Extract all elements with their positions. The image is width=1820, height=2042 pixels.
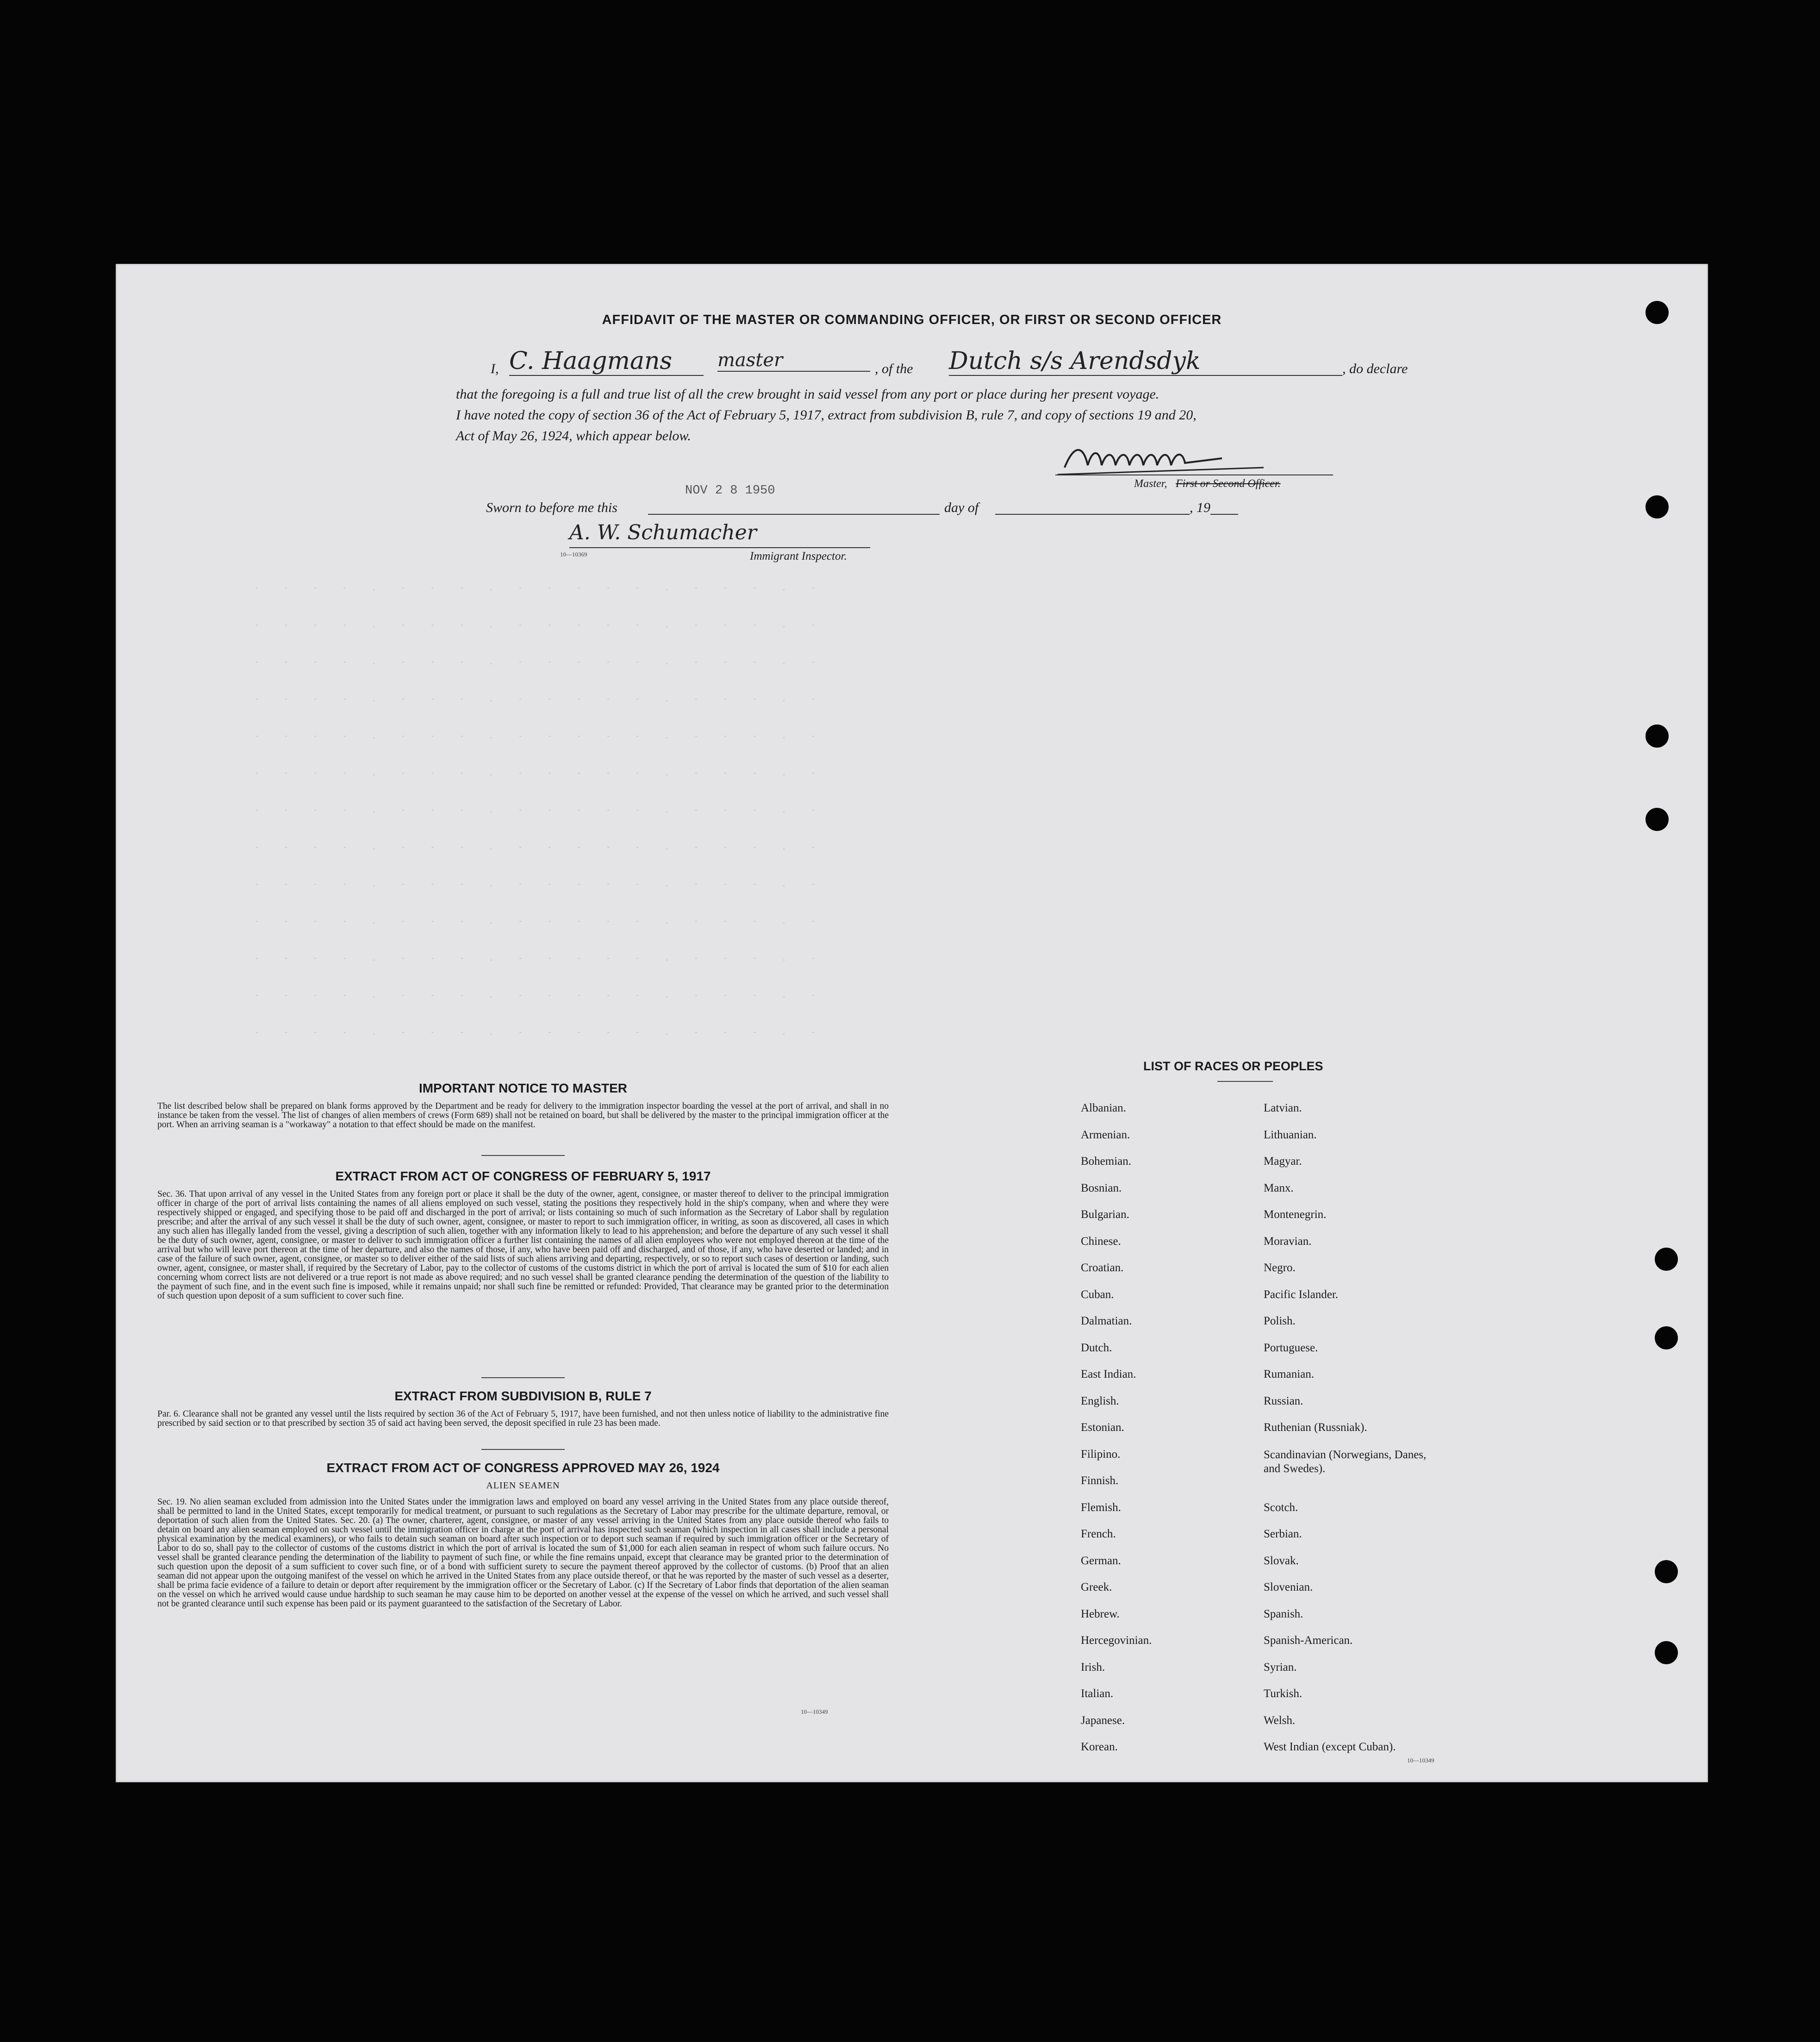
- race-item: East Indian.: [1081, 1368, 1136, 1380]
- extract-1917-text: Sec. 36. That upon arrival of any vessel in the United States from any foreign port or place it shall be the duty of the owner, agent, consignee, or master thereof to deliver to the principal immigration officer in charge of the port of arrival lists containing the names of all aliens employed on such vessel, stating the positions they respectively hold in the ship's company, when and where they were respectively shipped or engaged, and specifying those to be paid off and discharged in the port of arrival; or lists containing so much of such information as the Secretary of Labor shall by regulation prescribe; and after the arrival of any such vessel it shall be the duty of such owner, agent, consignee, or master to report to such immigration officer, in writing, as soon as discovered, all cases in which any such alien has illegally landed from the vessel, giving a description of such alien, together with any information likely to lead to his apprehension; and before the departure of any such vessel it shall be the duty of such owner, agent, consignee, or master to deliver to such immigration officer a further list containing the names of all alien employees who were not employed thereon at the time of the arrival but who will leave port thereon at the time of her departure, and also the names of those, if any, who have been paid off and discharged, and of those, if any, who have deserted or landed; and in case of the failure of such owner, agent, consignee, or master so to deliver either of the said lists of such aliens arriving and departing, respectively, or so to report such cases of desertion or landing, such owner, agent, consignee, or master shall, if required by the Secretary of Labor, pay to the collector of customs of the customs district in which the port of arrival is located the sum of $10 for each alien concerning whom correct lists are not delivered or a true report is not made as above required; and no such vessel shall be granted clearance pending the determination of the question of the liability to the payment of such fine, and in the event such fine is imposed, while it remains unpaid; nor shall such fine be remitted or refunded: Provided, That clearance may be granted prior to the determination of such question upon deposit of a sum sufficient to cover such fine.: [157, 1189, 889, 1301]
- race-item: Finnish.: [1081, 1474, 1119, 1487]
- race-item: Dutch.: [1081, 1341, 1112, 1354]
- race-item: Hercegovinian.: [1081, 1634, 1152, 1647]
- race-item: Irish.: [1081, 1661, 1105, 1674]
- punch-hole: [1655, 1641, 1678, 1664]
- declaration-prefix: I,: [491, 361, 499, 376]
- race-item: Chinese.: [1081, 1235, 1121, 1248]
- race-item: Spanish.: [1264, 1607, 1303, 1620]
- divider: [481, 1377, 565, 1378]
- race-item: Italian.: [1081, 1687, 1114, 1700]
- extract-1924-subtitle: ALIEN SEAMEN: [486, 1480, 560, 1491]
- race-item: Moravian.: [1264, 1235, 1312, 1248]
- race-item: Croatian.: [1081, 1261, 1124, 1274]
- race-item: Bosnian.: [1081, 1181, 1122, 1194]
- race-item: Bohemian.: [1081, 1155, 1132, 1168]
- race-item: Scandinavian (Norwegians, Danes, and Swedes).: [1264, 1448, 1427, 1475]
- inspector-signature: A. W. Schumacher: [569, 521, 757, 544]
- document-page: AFFIDAVIT OF THE MASTER OR COMMANDING OFFICER, OR FIRST OR SECOND OFFICER I, C. Haagmans master , of the Dutch s/s Arendsdyk , do declare that the foregoing is a full and true list of all the crew brought in said vessel from any port or place during her present voyage. I have noted the copy of section 36 of the Act of February 5, 1917, extract from subdivision B, rule 7, and copy of sections 19 and 20, Act of May 26, 1924, which appear below. Master, First or Second Officer. Sworn to before me this NOV 2 8 1950 day of , 19 A. W. Schumacher 10—10369 Immigrant Inspector. - - - - . - - - . - - - - - . - - - . - - - - - . - - - . - - - - - . - - - . - - - - - . - - - . - - - - - . - - - . - - - - - . - - - . - - - - - . - - - . - - - - - . - - - . - - - - - . - - - . - - - - - . - - - . - - - - - . - - - . - - - - - . - - - . - - - - - . - - - . - - - - - . - - - . - - - - - . - - - . - - - - - . - - - . - - - - - . - - - . - - - - - . - - - . - - - - - . - - - . - - - - - . - - - . - - - - - . - - - . - - - - - . - - - . - - - - - . - - - . - - - - - . - - - . - - - - - . - - - . - IMPORTANT NOTICE TO MASTER The list described below shall be prepared on blank forms approved by the Department and be ready for delivery to the immigration inspector boarding the vessel at the port of arrival, and shall in no instance be taken from the vessel. The list of changes of alien members of crews (Form 689) shall not be retained on board, but shall be delivered by the master to the principal immigration officer at the port. When an arriving seaman is a "workaway" a notation to that effect should be made on the manifest. EXTRACT FROM ACT OF CONGRESS OF FEBRUARY 5, 1917 Sec. 36. That upon arrival of any vessel in the United States from any foreign port or place it shall be the duty of the owner, agent, consignee, or master thereof to deliver to the principal immigration officer in charge of the port of arrival lists containing the names of all aliens employed on such vessel, stating the positions they respectively hold in the ship's company, when and where they were respectively shipped or engaged, and specifying those to be paid off and discharged in the port of arrival; or lists containing so much of such information as the Secretary of Labor shall by regulation prescribe; and after the arrival of any such vessel it shall be the duty of such owner, agent, consignee, or master to report to such immigration officer, in writing, as soon as discovered, all cases in which any such alien has illegally landed from the vessel, giving a description of such alien, together with any information likely to lead to his apprehension; and before the departure of any such vessel it shall be the duty of such owner, agent, consignee, or master to deliver to such immigration officer a further list containing the names of all alien employees who were not employed thereon at the time of the arrival but who will leave port thereon at the time of her departure, and also the names of those, if any, who have been paid off and discharged, and of those, if any, who have deserted or landed; and in case of the failure of such owner, agent, consignee, or master so to deliver either of the said lists of such aliens arriving and departing, respectively, or so to report such cases of desertion or landing, such owner, agent, consignee, or master shall, if required by the Secretary of Labor, pay to the collector of customs of the customs district in which the port of arrival is located the sum of $10 for each alien concerning whom correct lists are not delivered or a true report is not made as above required; and no such vessel shall be granted clearance pending the determination of the question of the liability to the payment of such fine, and in the event such fine is imposed, while it remains unpaid; nor shall such fine be remitted or refunded: Provided, That clearance may be granted prior to the determination of such question upon deposit of a sum sufficient to cover such fine. EXTRACT FROM SUBDIVISION B, RULE 7 Par. 6. Clearance shall not be granted any vessel until the lists required by section 36 of the Act of February 5, 1917, have been furnished, and not then unless notice of liability to the administrative fine prescribed by said section or to that prescribed by section 35 of said act having been served, the deposit specified in rule 23 has been made. EXTRACT FROM ACT OF CONGRESS APPROVED MAY 26, 1924 ALIEN SEAMEN Sec. 19. No alien seaman excluded from admission into the United States under the immigration laws and employed on board any vessel arriving in the United States from any place outside thereof, shall be permitted to land in the United States, except temporarily for medical treatment, or pursuant to such regulations as the Secretary of Labor may prescribe for the ultimate departure, removal, or deportation of such alien from the United States. Sec. 20. (a) The owner, charterer, agent, consignee, or master of any vessel arriving in the United States from any place outside thereof who fails to detain on board any alien seaman employed on such vessel until the immigration officer in charge at the port of arrival has inspected such seaman (which inspection in all cases shall include a personal physical examination by the medical examiners), or who fails to detain such seaman on board after such inspection or to deport such seaman if required by such immigration officer or the Secretary of Labor to do so, shall pay to the collector of customs of the customs district in which the port of arrival is located the sum of $1,000 for each alien seaman in respect of whom such failure occurs. No vessel shall be granted clearance pending the determination of the liability to payment of such fine, or while the fine remains unpaid, except that clearance may be granted prior to the determination of such question upon the deposit of a sum sufficient to cover such fine, or of a bond with sufficient surety to secure the payment thereof approved by the collector of customs. (b) Proof that an alien seaman did not appear upon the outgoing manifest of the vessel on which he arrived in the United States from any place outside thereof, or that he was reported by the master of such vessel as a deserter, shall be prima facie evidence of a failure to detain or deport after requirement by the immigration officer or the Secretary of Labor. (c) If the Secretary of Labor finds that deportation of the alien seaman on the vessel on which he arrived would cause undue hardship to such seaman he may cause him to be deported on another vessel at the expense of the vessel on which he arrived, and such vessel shall not be granted clearance until such expense has been paid or its payment guaranteed to the satisfaction of the Secretary of Labor. 10—10349 LIST OF RACES OR PEOPLES 10—10349 Albanian. Armenian. Bohemian. Bosnian. Bulgarian. Chinese. Croatian. Cuban. Dalmatian. Dutch. East Indian. English. Estonian. Filipino. Finnish. Flemish. French. German. Greek. Hebrew. Hercegovinian. Irish. Italian. Japanese. Korean. Latvian. Lithuanian. Magyar. Manx. Montenegrin. Moravian. Negro. Pacific Islander. Polish. Portuguese. Rumanian. Russian. Ruthenian (Russniak). Scandinavian (Norwegians, Danes, and Swedes). Scotch. Serbian. Slovak. Slovenian. Spanish. Spanish-American. Syrian. Turkish. Welsh. West Indian (except Cuban).: [116, 264, 1708, 1782]
- races-title: LIST OF RACES OR PEOPLES: [1143, 1059, 1323, 1073]
- race-item: Lithuanian.: [1264, 1128, 1317, 1141]
- race-item: Turkish.: [1264, 1687, 1303, 1700]
- punch-hole: [1655, 1560, 1678, 1583]
- punch-hole: [1645, 808, 1669, 831]
- race-item: Portuguese.: [1264, 1341, 1318, 1354]
- date-stamp: NOV 2 8 1950: [685, 484, 775, 498]
- master-rank: master: [717, 350, 870, 372]
- race-item: Scotch.: [1264, 1501, 1298, 1514]
- subdivision-b-title: EXTRACT FROM SUBDIVISION B, RULE 7: [394, 1389, 652, 1403]
- divider: [481, 1449, 565, 1450]
- race-item: Slovak.: [1264, 1554, 1299, 1567]
- race-item: Albanian.: [1081, 1102, 1126, 1114]
- race-item: Magyar.: [1264, 1155, 1302, 1168]
- race-item: Korean.: [1081, 1741, 1118, 1753]
- of-the-label: , of the: [875, 361, 913, 376]
- race-item: Dalmatian.: [1081, 1315, 1132, 1327]
- notice-title: IMPORTANT NOTICE TO MASTER: [418, 1081, 628, 1095]
- divider: [1217, 1081, 1273, 1082]
- day-of-label: day of: [944, 500, 979, 515]
- declaration-line-2: that the foregoing is a full and true list of all the crew brought in said vessel from any port or place during her present voyage.: [456, 387, 1159, 402]
- notice-text: The list described below shall be prepared on blank forms approved by the Department and be ready for delivery to the immigration inspector boarding the vessel at the port of arrival, and shall in no instance be taken from the vessel. The list of changes of alien members of crews (Form 689) shall not be retained on board, but shall be delivered by the master to the principal immigration officer at the port. When an arriving seaman is a "workaway" a notation to that effect should be made on the manifest.: [157, 1101, 889, 1130]
- master-name: C. Haagmans: [509, 347, 704, 376]
- race-item: Pacific Islander.: [1264, 1288, 1339, 1301]
- punch-hole: [1645, 301, 1669, 324]
- punch-hole: [1645, 495, 1669, 518]
- show-through-marks: - - - - . - - - . - - - - - . - - - . -: [255, 583, 826, 592]
- signature-caption-struck: First or Second Officer.: [1176, 478, 1281, 490]
- extract-1917-title: EXTRACT FROM ACT OF CONGRESS OF FEBRUARY 5, 1917: [335, 1169, 711, 1183]
- sworn-label: Sworn to before me this: [486, 500, 617, 515]
- race-item: Greek.: [1081, 1581, 1112, 1593]
- race-item: English.: [1081, 1394, 1119, 1407]
- subdivision-b-text: Par. 6. Clearance shall not be granted any vessel until the lists required by section 36 of the Act of February 5, 1917, have been furnished, and not then unless notice of liability to the administrative fine prescribed by said section or to that prescribed by section 35 of said act having been served, the deposit specified in rule 23 has been made.: [157, 1409, 889, 1428]
- race-item: Estonian.: [1081, 1421, 1124, 1434]
- inspector-form-number: 10—10369: [560, 551, 587, 558]
- vessel-name: Dutch s/s Arendsdyk: [949, 347, 1342, 376]
- race-item: Serbian.: [1264, 1528, 1302, 1540]
- extract-1924-text: Sec. 19. No alien seaman excluded from admission into the United States under the immigration laws and employed on board any vessel arriving in the United States from any place outside thereof, shall be permitted to land in the United States, except temporarily for medical treatment, or pursuant to such regulations as the Secretary of Labor may prescribe for the ultimate departure, removal, or deportation of such alien from the United States. Sec. 20. (a) The owner, charterer, agent, consignee, or master of any vessel arriving in the United States from any place outside thereof who fails to detain on board any alien seaman employed on such vessel until the immigration officer in charge at the port of arrival has inspected such seaman (which inspection in all cases shall include a personal physical examination by the medical examiners), or who fails to detain such seaman on board after such inspection or to deport such seaman if required by such immigration officer or the Secretary of Labor to do so, shall pay to the collector of customs of the customs district in which the port of arrival is located the sum of $1,000 for each alien seaman in respect of whom such failure occurs. No vessel shall be granted clearance pending the determination of the liability to payment of such fine, or while the fine remains unpaid, except that clearance may be granted prior to the determination of such question upon the deposit of a sum sufficient to cover such fine, or of a bond with sufficient surety to secure the payment thereof approved by the collector of customs. (b) Proof that an alien seaman did not appear upon the outgoing manifest of the vessel on which he arrived in the United States from any place outside thereof, or that he was reported by the master of such vessel as a deserter, shall be prima facie evidence of a failure to detain or deport after requirement by the immigration officer or the Secretary of Labor. (c) If the Secretary of Labor finds that deportation of the alien seaman on the vessel on which he arrived would cause undue hardship to such seaman he may cause him to be deported on another vessel at the expense of the vessel on which he arrived, and such vessel shall not be granted clearance until such expense has been paid or its payment guaranteed to the satisfaction of the Secretary of Labor.: [157, 1497, 889, 1609]
- race-item: Spanish-American.: [1264, 1634, 1353, 1647]
- declaration-line-3: I have noted the copy of section 36 of the Act of February 5, 1917, extract from subdivision B, rule 7, and copy of sections 19 and 20,: [456, 407, 1197, 423]
- race-item: Negro.: [1264, 1261, 1296, 1274]
- signature-caption-master: Master,: [1134, 478, 1167, 490]
- race-item: Russian.: [1264, 1394, 1303, 1407]
- race-item: Welsh.: [1264, 1714, 1296, 1727]
- race-item: Japanese.: [1081, 1714, 1125, 1727]
- race-item: Slovenian.: [1264, 1581, 1313, 1593]
- race-item: French.: [1081, 1528, 1116, 1540]
- year-label: , 19: [1190, 500, 1210, 515]
- race-item: Ruthenian (Russniak).: [1264, 1421, 1367, 1434]
- do-declare-label: , do declare: [1342, 361, 1408, 376]
- race-item: Bulgarian.: [1081, 1208, 1129, 1221]
- race-item: Filipino.: [1081, 1448, 1121, 1461]
- race-item: Hebrew.: [1081, 1607, 1120, 1620]
- race-item: Polish.: [1264, 1315, 1296, 1327]
- divider: [481, 1155, 565, 1156]
- affidavit-title: AFFIDAVIT OF THE MASTER OR COMMANDING OFFICER, OR FIRST OR SECOND OFFICER: [602, 312, 1222, 327]
- punch-hole: [1655, 1248, 1678, 1271]
- race-item: Montenegrin.: [1264, 1208, 1327, 1221]
- race-item: Latvian.: [1264, 1102, 1302, 1114]
- race-item: Armenian.: [1081, 1128, 1130, 1141]
- race-item: German.: [1081, 1554, 1121, 1567]
- race-item: Manx.: [1264, 1181, 1294, 1194]
- race-item: West Indian (except Cuban).: [1264, 1741, 1396, 1753]
- race-item: Syrian.: [1264, 1661, 1297, 1674]
- punch-hole: [1645, 724, 1669, 748]
- extract-form-number: 10—10349: [801, 1708, 828, 1715]
- races-form-number: 10—10349: [1407, 1757, 1434, 1764]
- declaration-line-4: Act of May 26, 1924, which appear below.: [456, 428, 691, 443]
- inspector-caption: Immigrant Inspector.: [750, 550, 847, 562]
- race-item: Cuban.: [1081, 1288, 1114, 1301]
- race-item: Flemish.: [1081, 1501, 1121, 1514]
- punch-hole: [1655, 1326, 1678, 1349]
- race-item: Rumanian.: [1264, 1368, 1315, 1380]
- extract-1924-title: EXTRACT FROM ACT OF CONGRESS APPROVED MAY 26, 1924: [326, 1461, 720, 1475]
